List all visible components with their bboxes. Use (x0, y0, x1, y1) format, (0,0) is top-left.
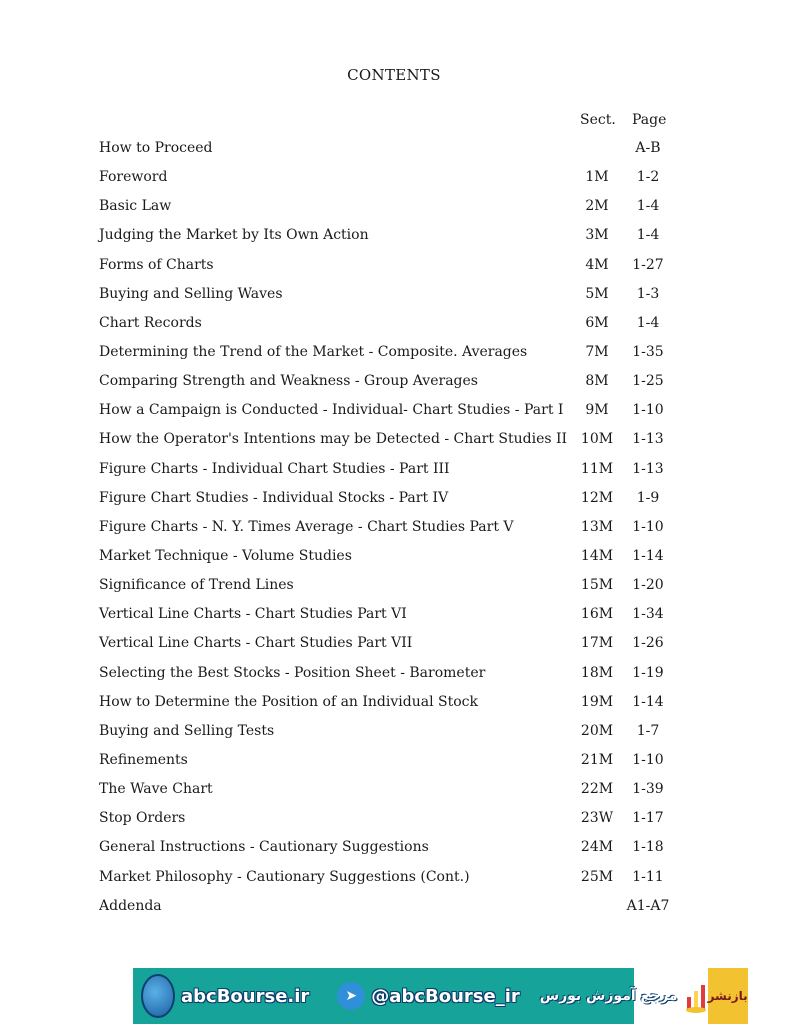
toc-entry-section: 4M (585, 256, 609, 273)
toc-entry-title: Chart Records (99, 314, 202, 331)
toc-entry-page: 1-10 (632, 518, 664, 535)
toc-row (0, 869, 768, 898)
toc-entry-title: Significance of Trend Lines (99, 577, 294, 594)
table-of-contents (0, 140, 768, 927)
toc-entry-page: 1-26 (632, 635, 664, 652)
toc-entry-title: Basic Law (99, 198, 172, 215)
toc-row (0, 402, 768, 431)
toc-entry-section: 15M (580, 577, 614, 594)
toc-entry-section: 20M (580, 722, 614, 739)
toc-entry-title: How to Proceed (99, 140, 213, 156)
toc-entry-title: Addenda (99, 897, 162, 914)
toc-row (0, 257, 768, 286)
toc-entry-title: How a Campaign is Conducted - Individual- Chart Studies - Part I (99, 402, 564, 419)
toc-entry-title: General Instructions - Cautionary Suggestions (99, 839, 429, 856)
toc-entry-page: 1-25 (632, 373, 664, 390)
globe-logo-icon (141, 974, 175, 1018)
toc-entry-page: 1-35 (632, 343, 664, 360)
toc-entry-title: How the Operator's Intentions may be Detected - Chart Studies II (99, 431, 568, 448)
toc-row (0, 723, 768, 752)
toc-entry-title: Foreword (99, 169, 168, 186)
toc-entry-page: 1-17 (632, 810, 664, 827)
toc-entry-page: 1-2 (636, 169, 660, 186)
toc-entry-page: 1-9 (636, 489, 660, 506)
toc-entry-page: 1-19 (632, 664, 664, 681)
toc-entry-title: Figure Chart Studies - Individual Stocks - Part IV (99, 489, 449, 506)
toc-entry-section: 13M (580, 518, 614, 535)
banner-tagline: مرجع آموزش بورس (539, 988, 678, 1004)
toc-entry-title: Judging the Market by Its Own Action (99, 227, 369, 244)
toc-entry-section: 17M (580, 635, 614, 652)
toc-entry-section: 19M (580, 693, 614, 710)
toc-entry-page: 1-14 (632, 693, 664, 710)
toc-entry-title: Forms of Charts (99, 256, 214, 273)
toc-row (0, 461, 768, 490)
toc-entry-section: 24M (580, 839, 614, 856)
toc-entry-title: Comparing Strength and Weakness - Group Averages (99, 373, 478, 390)
toc-entry-section: 11M (580, 460, 614, 477)
toc-entry-page: 1-14 (632, 547, 664, 564)
toc-row (0, 635, 768, 664)
page-title: CONTENTS (347, 66, 441, 84)
toc-entry-title: Vertical Line Charts - Chart Studies Part VI (99, 606, 407, 623)
toc-entry-page: 1-39 (632, 781, 664, 798)
toc-entry-section: 2M (585, 198, 609, 215)
toc-entry-page: 1-4 (636, 198, 660, 215)
toc-entry-section: 12M (580, 489, 614, 506)
banner-site-link[interactable]: abcBourse.ir (181, 985, 310, 1007)
toc-entry-page: 1-34 (632, 606, 664, 623)
toc-entry-page: 1-13 (632, 460, 664, 477)
toc-row (0, 810, 768, 839)
toc-entry-section: 9M (585, 402, 609, 419)
toc-entry-page: 1-27 (632, 256, 664, 273)
toc-row (0, 781, 768, 810)
toc-entry-page: 1-4 (636, 227, 660, 244)
toc-entry-section: 6M (585, 314, 609, 331)
toc-entry-title: How to Determine the Position of an Individual Stock (99, 693, 478, 710)
toc-row (0, 548, 768, 577)
toc-entry-page: 1-7 (636, 722, 660, 739)
toc-row (0, 431, 768, 460)
sect-column-header: Sect. (580, 112, 616, 128)
toc-entry-page: 1-18 (632, 839, 664, 856)
coins-chart-icon (684, 979, 708, 1013)
telegram-icon[interactable]: ➤ (337, 982, 365, 1010)
toc-entry-title: Market Philosophy - Cautionary Suggestions (Cont.) (99, 868, 470, 885)
toc-entry-page: 1-4 (636, 314, 660, 331)
toc-entry-section: 16M (580, 606, 614, 623)
toc-entry-section: 14M (580, 547, 614, 564)
toc-entry-page: A1-A7 (626, 897, 670, 914)
toc-entry-page: 1-10 (632, 402, 664, 419)
toc-entry-page: 1-20 (632, 577, 664, 594)
toc-row (0, 577, 768, 606)
toc-entry-section: 1M (585, 169, 609, 186)
toc-row (0, 286, 768, 315)
toc-row (0, 839, 768, 868)
toc-entry-title: Figure Charts - N. Y. Times Average - Chart Studies Part V (99, 518, 514, 535)
toc-row (0, 344, 768, 373)
toc-row (0, 665, 768, 694)
toc-row (0, 198, 768, 227)
toc-entry-title: The Wave Chart (99, 781, 213, 798)
toc-entry-section: 21M (580, 751, 614, 768)
toc-entry-title: Market Technique - Volume Studies (99, 547, 352, 564)
toc-entry-section: 8M (585, 373, 609, 390)
toc-row (0, 606, 768, 635)
toc-entry-title: Determining the Trend of the Market - Composite. Averages (99, 343, 528, 360)
toc-row (0, 169, 768, 198)
toc-entry-section: 18M (580, 664, 614, 681)
toc-entry-section: 3M (585, 227, 609, 244)
toc-row (0, 752, 768, 781)
toc-entry-title: Buying and Selling Tests (99, 722, 275, 739)
toc-entry-title: Vertical Line Charts - Chart Studies Part VII (99, 635, 413, 652)
toc-row (0, 140, 768, 169)
toc-entry-title: Stop Orders (99, 810, 186, 827)
toc-entry-page: 1-13 (632, 431, 664, 448)
toc-entry-title: Figure Charts - Individual Chart Studies - Part III (99, 460, 450, 477)
toc-entry-title: Refinements (99, 751, 188, 768)
toc-row (0, 519, 768, 548)
toc-row (0, 694, 768, 723)
toc-entry-title: Selecting the Best Stocks - Position Sheet - Barometer (99, 664, 486, 681)
banner-right-text: بازنشر (707, 989, 748, 1003)
toc-row (0, 227, 768, 256)
toc-entry-section: 25M (580, 868, 614, 885)
promo-banner[interactable] (133, 968, 748, 1024)
banner-telegram-handle[interactable]: @abcBourse_ir (371, 985, 520, 1007)
page-column-header: Page (632, 112, 667, 128)
toc-entry-section: 5M (585, 285, 609, 302)
toc-entry-section: 10M (580, 431, 614, 448)
toc-entry-title: Buying and Selling Waves (99, 285, 283, 302)
toc-entry-page: 1-11 (632, 868, 664, 885)
toc-row (0, 373, 768, 402)
toc-entry-page: A-B (635, 140, 661, 156)
toc-entry-section: 22M (580, 781, 614, 798)
toc-entry-page: 1-10 (632, 751, 664, 768)
toc-row (0, 898, 768, 927)
toc-entry-section: 23W (580, 810, 614, 827)
banner-republish-label (708, 968, 748, 1024)
toc-row (0, 315, 768, 344)
toc-entry-page: 1-3 (636, 285, 660, 302)
toc-entry-section: 7M (585, 343, 609, 360)
toc-row (0, 490, 768, 519)
